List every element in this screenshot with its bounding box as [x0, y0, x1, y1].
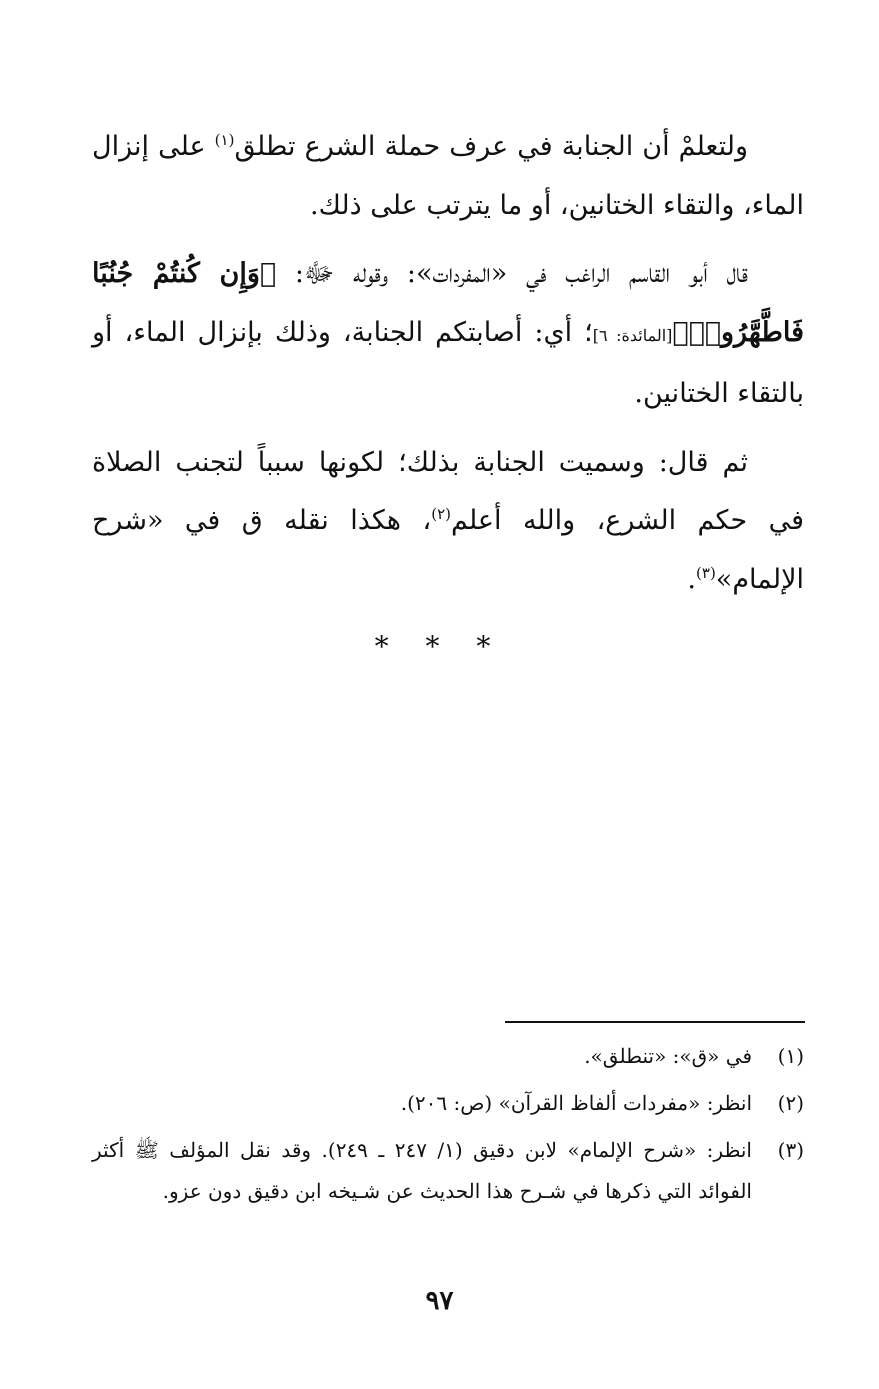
footnote-1: [92, 1036, 804, 1077]
paragraph-1: [92, 118, 804, 235]
verse-citation: [المائدة: ٦]: [592, 325, 673, 345]
footnote-number: (٣): [777, 1138, 804, 1162]
paragraph-3-text-end: .: [687, 563, 697, 595]
footnote-text: في «ق»: «تنطلق».: [584, 1044, 752, 1068]
paragraph-1-text-end: على إنزال الماء، والتقاء الختانين، أو ما يترتب على ذلك.: [92, 131, 804, 221]
footnote-ref-2: (٢): [431, 505, 451, 523]
footnotes: [92, 1036, 804, 1218]
footnote-3: [92, 1130, 804, 1212]
footnote-text: انظر: «شرح الإلمام» لابن دقيق (١/ ٢٤٧ ـ ٢٤٩). وقد نقل المؤلف ﷺ أكثر الفوائد التي ذكرها في شـرح هذا الحديث عن شـيخه ابن دقيق دون عزو.: [92, 1138, 752, 1203]
paragraph-3: [92, 434, 804, 610]
footnote-divider: [505, 1021, 805, 1023]
paragraph-2: [92, 245, 804, 424]
section-separator: * * *: [374, 630, 505, 663]
paragraph-1-text: ولتعلمْ أن الجنابة في عرف حملة الشرع تطلق: [234, 131, 748, 162]
paragraph-3-text: ثم قال: وسميت الجنابة بذلك؛ لكونها سبباً لتجنب الصلاة في حكم الشرع، والله أعلم: [92, 446, 804, 536]
footnote-2: [92, 1083, 804, 1124]
paragraph-2-text: قال أبو القاسم الراغب في «المفردات»: وقوله ﷻ:: [276, 258, 748, 289]
footnote-number: (١): [777, 1044, 804, 1068]
page-number: ٩٧: [425, 1286, 454, 1316]
footnote-number: (٢): [777, 1091, 804, 1115]
footnote-ref-3: (٣): [696, 563, 716, 582]
paragraph-3-text-middle: ، هكذا نقله ق في «شرح الإلمام»: [92, 505, 804, 595]
footnote-text: انظر: «مفردات ألفاظ القرآن» (ص: ٢٠٦).: [400, 1091, 752, 1115]
main-text-body: [92, 118, 804, 619]
paragraph-2-text-end: ؛ أي: أصابتكم الجنابة، وذلك بإنزال الماء، أو بالتقاء الختانين.: [92, 316, 804, 409]
quran-verse: ﴿وَإِن كُنتُمْ جُنُبًا فَاطَّهَّرُوا۟﴾: [92, 258, 805, 348]
footnote-ref-1: (١): [214, 131, 235, 149]
